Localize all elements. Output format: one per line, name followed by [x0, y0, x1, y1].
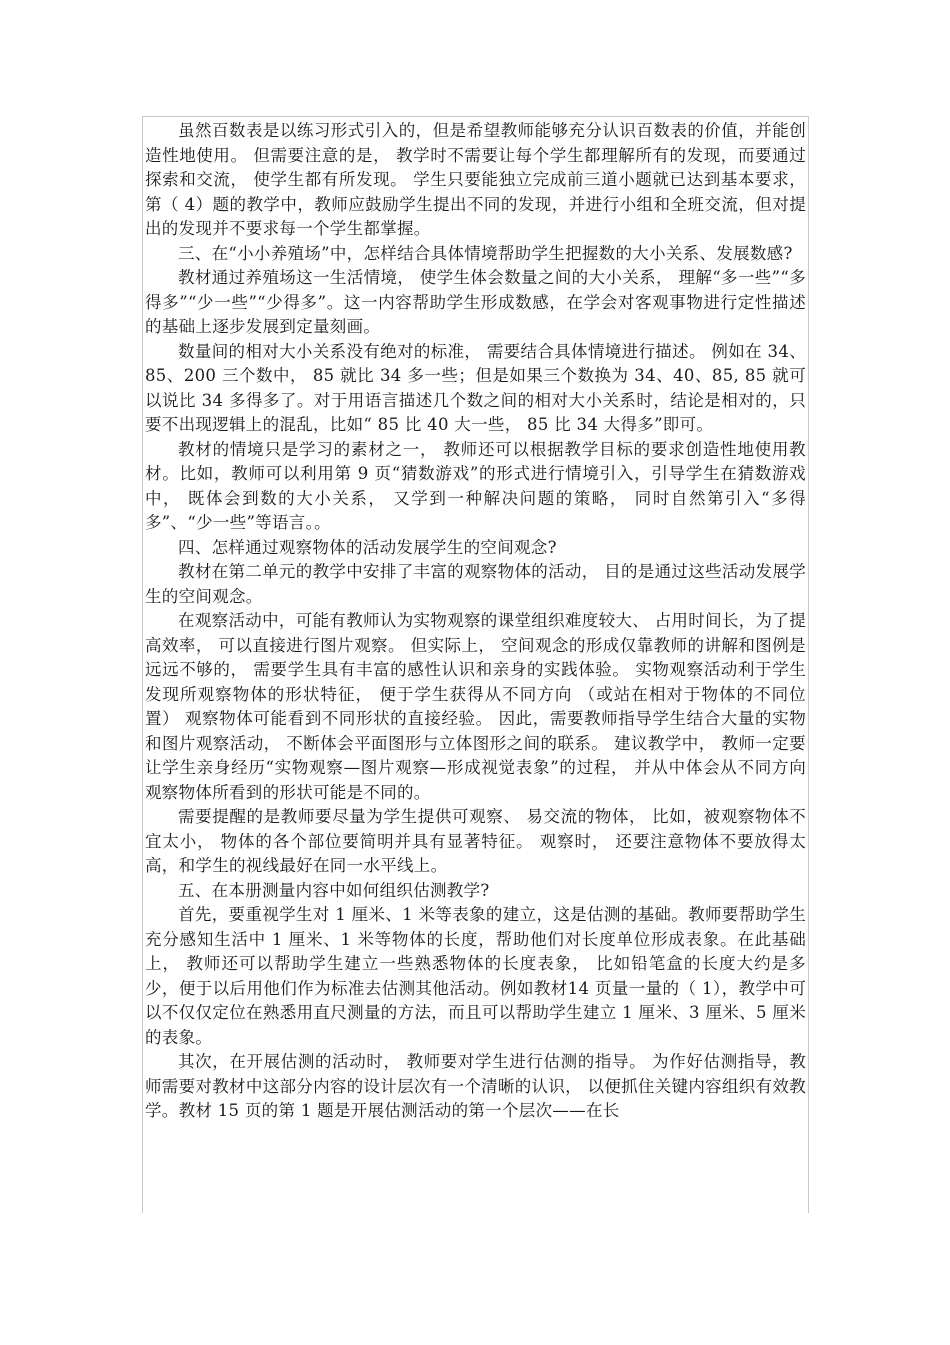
heading-section-four: 四、怎样通过观察物体的活动发展学生的空间观念?: [178, 537, 557, 557]
heading-section-three: 三、在“小小养殖场”中，怎样结合具体情境帮助学生把握数的大小关系、发展数感?: [178, 243, 793, 263]
paragraph-hundreds-chart: 虽然百数表是以练习形式引入的，但是希望教师能够充分认识百数表的价值，并能创造性地使用。 但需要注意的是， 教学时不需要让每个学生都理解所有的发现，而要通过探索和交流， 使学生都有所发现。 学生只要能独立完成前三道小题就已达到基本要求，第（ 4）题的教学中，教师应鼓励学生提出不同的发现，并进行小组和全班交流，但对提出的发现并不要求每一个学生都掌握。: [145, 121, 806, 238]
paragraph-observation-unit: 教材在第二单元的教学中安排了丰富的观察物体的活动， 目的是通过这些活动发展学生的空间观念。: [145, 562, 806, 606]
paragraph-observation-activity: 在观察活动中，可能有教师认为实物观察的课堂组织难度较大、 占用时间长，为了提高效率， 可以直接进行图片观察。 但实际上， 空间观念的形成仅靠教师的讲解和图例是远远不够的， 需要学生具有丰富的感性认识和亲身的实践体验。 实物观察活动利于学生发现所观察物体的形状特征， 便于学生获得从不同方向 （或站在相对于物体的不同位置） 观察物体可能看到不同形状的直接经验。 因此，需要教师指导学生结合大量的实物和图片观察活动， 不断体会平面图形与立体图形之间的联系。 建议教学中， 教师一定要让学生亲身经历“实物观察—图片观察—形成视觉表象”的过程， 并从中体会从不同方向观察物体所看到的形状可能是不同的。: [145, 611, 806, 802]
paragraph-relative-size: 数量间的相对大小关系没有绝对的标准， 需要结合具体情境进行描述。 例如在 34、85、200 三个数中， 85 就比 34 多一些；但是如果三个数换为 34、40、85, 85 就可以说比 34 多得多了。对于用语言描述几个数之间的相对大小关系时，结论是相对的，只要不出现逻辑上的混乱，比如“ 85 比 40 大一些， 85 比 34 大得多”即可。: [145, 341, 806, 434]
paragraph-farm-situation: 教材通过养殖场这一生活情境， 使学生体会数量之间的大小关系， 理解“多一些”“多得多”“少一些”“少得多”。这一内容帮助学生形成数感，在学会对客观事物进行定性描述的基础上逐步发展到定量刻画。: [145, 268, 806, 336]
paragraph-observation-reminder: 需要提醒的是教师要尽量为学生提供可观察、 易交流的物体， 比如，被观察物体不宜太小， 物体的各个部位要简明并具有显著特征。 观察时， 还要注意物体不要放得太高，和学生的视线最好在同一水平线上。: [145, 807, 806, 875]
document-page: [142, 116, 809, 1213]
paragraph-estimation-first: 首先，要重视学生对 1 厘米、1 米等表象的建立，这是估测的基础。教师要帮助学生充分感知生活中 1 厘米、1 米等物体的长度，帮助他们对长度单位形成表象。在此基础上， 教师还可以帮助学生建立一些熟悉物体的长度表象， 比如铅笔盒的长度大约是多少，便于以后用他们作为标准去估测其他活动。例如教材14 页量一量的（ 1），教学中可以不仅仅定位在熟悉用直尺测量的方法，而且可以帮助学生建立 1 厘米、3 厘米、5 厘米的表象。: [145, 905, 806, 1047]
document-body: [145, 119, 806, 1124]
paragraph-guessing-game: 教材的情境只是学习的素材之一， 教师还可以根据教学目标的要求创造性地使用教材。比如，教师可以利用第 9 页“猜数游戏”的形式进行情境引入，引导学生在猜数游戏中， 既体会到数的大小关系， 又学到一种解决问题的策略， 同时自然第引入“多得多”、“少一些”等语言。。: [145, 439, 806, 532]
paragraph-estimation-second: 其次，在开展估测的活动时， 教师要对学生进行估测的指导。 为作好估测指导，教师需要对教材中这部分内容的设计层次有一个清晰的认识， 以便抓住关键内容组织有效教学。教材 15 页的第 1 题是开展估测活动的第一个层次——在长: [145, 1052, 806, 1120]
heading-section-five: 五、在本册测量内容中如何组织估测教学?: [178, 880, 490, 900]
